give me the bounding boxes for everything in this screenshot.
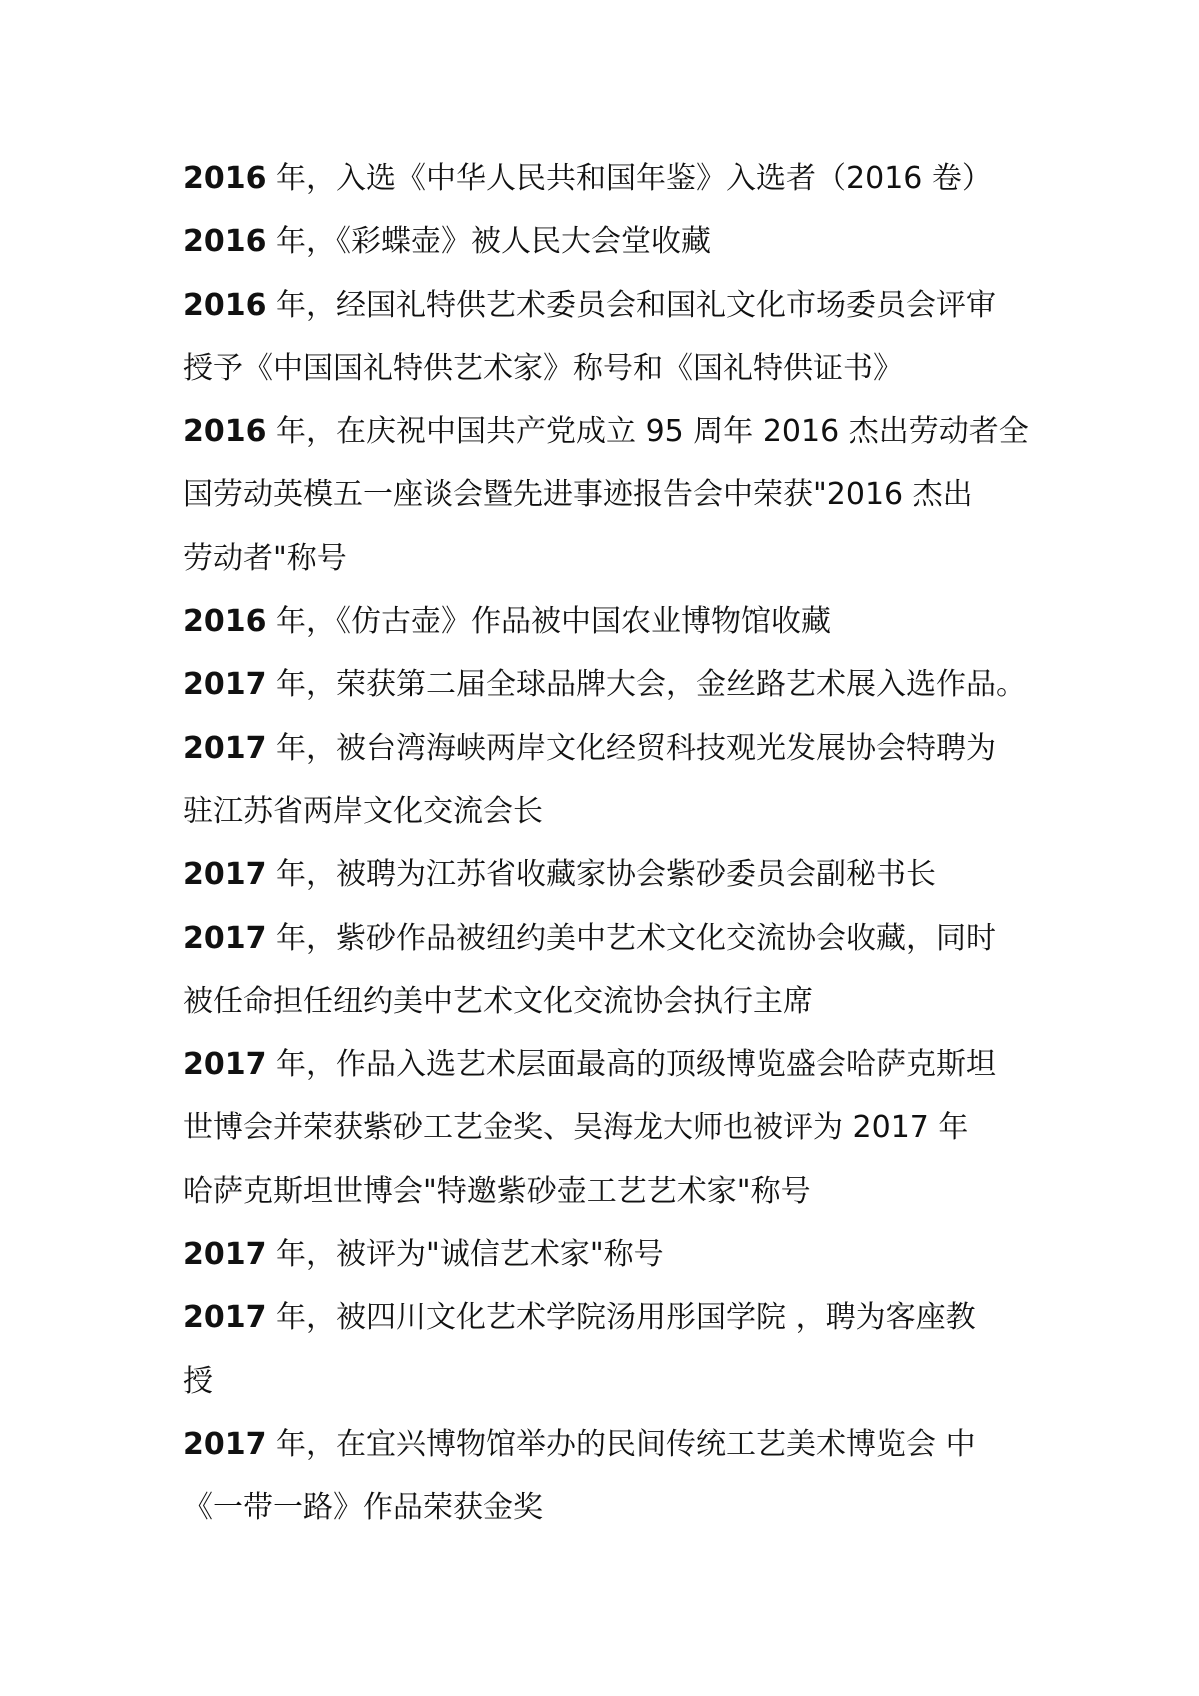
text-line <box>183 147 1033 210</box>
year-label: 2016 <box>183 287 267 323</box>
line-text: 授 <box>183 1363 213 1399</box>
text-line <box>183 527 1033 590</box>
line-text: 世博会并荣获紫砂工艺金奖、吴海龙大师也被评为 2017 年 <box>183 1110 969 1146</box>
text-line <box>183 1350 1033 1413</box>
line-text: 年，作品入选艺术层面最高的顶级博览盛会哈萨克斯坦 <box>266 1047 997 1083</box>
text-line <box>183 400 1033 463</box>
text-line <box>183 337 1033 400</box>
year-label: 2016 <box>183 414 267 450</box>
text-line <box>183 843 1033 906</box>
line-text: 年，入选《中华人民共和国年鉴》入选者（2016 卷） <box>266 161 992 196</box>
text-line <box>183 463 1033 526</box>
year-label: 2017 <box>183 1426 267 1462</box>
line-text: 年，在宜兴博物馆举办的民间传统工艺美术博览会 中 <box>266 1426 976 1462</box>
line-text: 年，经国礼特供艺术委员会和国礼文化市场委员会评审 <box>266 287 997 323</box>
line-text: 《一带一路》作品荣获金奖 <box>183 1490 543 1526</box>
text-line <box>183 210 1033 273</box>
year-label: 2017 <box>183 920 267 956</box>
year-label: 2017 <box>183 857 267 893</box>
text-line <box>183 653 1033 716</box>
year-label: 2016 <box>183 604 267 640</box>
text-line <box>183 1286 1033 1349</box>
line-text: 哈萨克斯坦世博会"特邀紫砂壶工艺艺术家"称号 <box>183 1173 811 1209</box>
text-line <box>183 717 1033 780</box>
text-line <box>183 1476 1033 1539</box>
text-line <box>183 1413 1033 1476</box>
line-text: 年，被四川文化艺术学院汤用彤国学院 ，聘为客座教 <box>266 1300 976 1336</box>
line-text: 年，《彩蝶壶》被人民大会堂收藏 <box>266 224 712 260</box>
text-line <box>183 590 1033 653</box>
line-text: 年，紫砂作品被纽约美中艺术文化交流协会收藏，同时 <box>266 920 997 956</box>
year-label: 2017 <box>183 730 267 766</box>
text-line <box>183 1096 1033 1159</box>
year-label: 2017 <box>183 1047 267 1083</box>
year-label: 2016 <box>183 161 267 196</box>
line-text: 劳动者"称号 <box>183 540 347 576</box>
line-text: 年，被聘为江苏省收藏家协会紫砂委员会副秘书长 <box>266 857 937 893</box>
text-line <box>183 1033 1033 1096</box>
line-text: 国劳动英模五一座谈会暨先进事迹报告会中荣获"2016 杰出 <box>183 477 973 513</box>
text-line <box>183 780 1033 843</box>
line-text: 年，荣获第二届全球品牌大会，金丝路艺术展入选作品。 <box>266 667 1027 703</box>
line-text: 驻江苏省两岸文化交流会长 <box>183 793 543 829</box>
line-text: 年，在庆祝中国共产党成立 95 周年 2016 杰出劳动者全 <box>266 414 1029 450</box>
line-text: 年，被评为"诚信艺术家"称号 <box>266 1237 664 1273</box>
text-line <box>183 274 1033 337</box>
year-label: 2017 <box>183 1237 267 1273</box>
line-text: 授予《中国国礼特供艺术家》称号和《国礼特供证书》 <box>183 350 903 386</box>
year-label: 2016 <box>183 224 267 260</box>
text-line <box>183 1160 1033 1223</box>
text-line <box>183 1223 1033 1286</box>
year-label: 2017 <box>183 1300 267 1336</box>
text-line <box>183 907 1033 970</box>
line-text: 被任命担任纽约美中艺术文化交流协会执行主席 <box>183 983 813 1019</box>
line-text: 年，被台湾海峡两岸文化经贸科技观光发展协会特聘为 <box>266 730 997 766</box>
document-body <box>183 147 1033 1540</box>
year-label: 2017 <box>183 667 267 703</box>
text-line <box>183 970 1033 1033</box>
line-text: 年，《仿古壶》作品被中国农业博物馆收藏 <box>266 604 832 640</box>
